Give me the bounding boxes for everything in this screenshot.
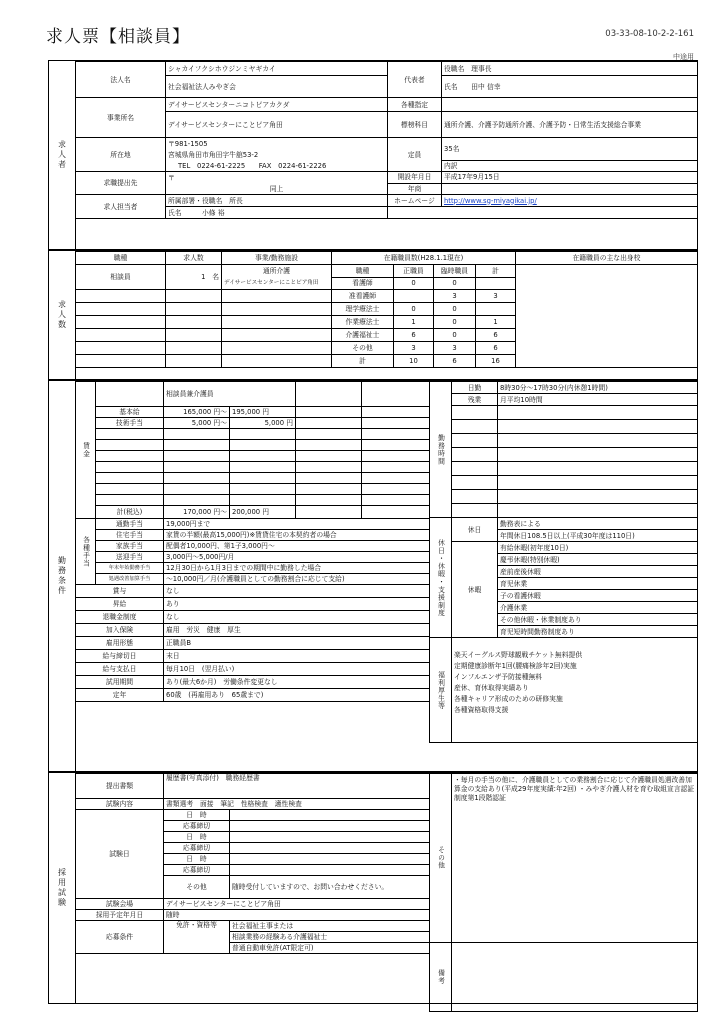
welfare-item: インフルエンザ予防接種無料	[454, 673, 543, 681]
welfare-side-label: 福利厚生等	[430, 638, 452, 743]
submit-label: 求職提出先	[76, 172, 166, 195]
misc-value: なし	[164, 585, 430, 598]
docs-value: 履歴書(写真添付) 職務経歴書	[164, 774, 430, 799]
blank-cell	[452, 504, 498, 518]
allowance-value: ～10,000円／月(介護職員としての勤務割合に応じて支給)	[164, 574, 430, 585]
blank-cell	[362, 473, 430, 484]
blank-cell	[498, 434, 698, 448]
blank-cell	[498, 420, 698, 434]
allowance-value: 19,000円まで	[164, 519, 430, 530]
other-side-label: その他	[430, 774, 452, 943]
misc-label: 試用期間	[76, 676, 164, 689]
blank-cell	[362, 506, 430, 519]
h-staff: 在籍職員数(H28.1.1現在)	[332, 252, 516, 265]
staff-total: 3	[476, 290, 516, 303]
blank-cell	[166, 329, 222, 342]
employer-table	[75, 61, 698, 219]
remarks-side-label: 備考	[430, 943, 452, 1012]
notes-table	[429, 773, 698, 1012]
blank-cell	[296, 407, 362, 418]
staff-reg	[394, 290, 434, 303]
blank-cell	[362, 484, 430, 495]
other-value: 随時受付していますので、お問い合わせください。	[230, 876, 430, 899]
misc-value: 毎月10日 (翌月払い)	[164, 663, 430, 676]
exam-label: 試験内容	[76, 799, 164, 810]
blank-cell	[230, 810, 430, 821]
blank-cell	[498, 448, 698, 462]
blank-cell	[296, 462, 362, 473]
blank-cell	[222, 355, 332, 368]
staff-reg: 0	[394, 303, 434, 316]
blank-cell	[452, 448, 498, 462]
office-name: デイサービスセンターにことピア角田	[166, 112, 388, 138]
blank-cell	[230, 462, 296, 473]
openings-section	[48, 250, 698, 380]
allowance-label: 各種手当	[76, 519, 96, 585]
leave-item: 介護休業	[498, 602, 698, 614]
blank-cell	[498, 490, 698, 504]
blank-cell	[230, 484, 296, 495]
leave-item: 育児休業	[498, 578, 698, 590]
allowance-label: 通勤手当	[96, 519, 164, 530]
leave-item: 有給休暇(初年度10日)	[498, 542, 698, 554]
base-to: 195,000 円	[230, 407, 296, 418]
blank-cell	[230, 429, 296, 440]
recruitment-side-label: 採用試験	[49, 773, 76, 1003]
misc-value: 正職員B	[164, 637, 430, 650]
designation-value	[442, 98, 698, 112]
staff-row: 理学療法士	[332, 303, 394, 316]
cond-sub: 免許・資格等	[164, 921, 230, 954]
hours-side-label: 勤務時間	[430, 382, 452, 518]
staff-part: 3	[434, 342, 476, 355]
founded-label: 開設年月日	[388, 172, 442, 184]
blank-cell	[222, 303, 332, 316]
total-label: 計(税込)	[96, 506, 164, 519]
staff-row: 准看護師	[332, 290, 394, 303]
blank-cell	[362, 418, 430, 429]
services-value: 通所介護、介護予防通所介護、介護予防・日常生活支援総合事業	[442, 112, 698, 138]
blank-cell	[362, 462, 430, 473]
blank-cell	[296, 495, 362, 506]
blank-cell	[296, 418, 362, 429]
misc-value: あり(最大6か月) 労働条件変更なし	[164, 676, 430, 689]
capacity-label: 定員	[388, 138, 442, 172]
h-count: 求人数	[166, 252, 222, 265]
openings-table	[75, 251, 698, 368]
misc-value: 60歳 (再雇用あり 65歳まで)	[164, 689, 430, 702]
commerce-value	[442, 183, 698, 195]
rep-title: 役職名 理事長	[442, 62, 698, 76]
blank-cell	[452, 476, 498, 490]
corp-name: 社会福祉法人みやぎ会	[166, 76, 388, 98]
job-offer-sheet	[48, 60, 698, 1004]
school-list	[516, 265, 698, 368]
rep-name: 氏名 田中 信幸	[442, 76, 698, 98]
holiday-line1: 勤務表による	[498, 518, 698, 530]
postal-code: 〒981-1505	[166, 138, 388, 150]
capacity-note: 内訳	[442, 160, 698, 172]
remarks-value	[452, 943, 698, 1012]
blank-cell	[166, 342, 222, 355]
staff-part: 6	[434, 355, 476, 368]
blank-cell	[76, 329, 166, 342]
capacity-value: 35名	[442, 138, 698, 161]
staff-part: 3	[434, 290, 476, 303]
blank-cell	[230, 832, 430, 843]
sh-total: 計	[476, 265, 516, 278]
submit-postal: 〒	[166, 172, 388, 184]
place-sub: デイサービスセンターにことピア角田	[222, 277, 332, 290]
submit-same: 同上	[166, 183, 388, 195]
holiday-side-label: 休日・休暇・支援制度	[430, 518, 452, 638]
leave-item: 慶弔休暇(特別休暇)	[498, 554, 698, 566]
staff-row: 看護師	[332, 277, 394, 290]
blank-cell	[230, 843, 430, 854]
blank-cell	[166, 303, 222, 316]
deadline-word: 応募締切	[164, 843, 230, 854]
staff-total	[476, 303, 516, 316]
founded-value: 平成17年9月15日	[442, 172, 698, 184]
blank-cell	[76, 316, 166, 329]
document-number: 03-33-08-10-2-2-161	[605, 29, 694, 39]
staff-row: 作業療法士	[332, 316, 394, 329]
staff-total-row: 計	[332, 355, 394, 368]
page-title: 求人票【相談員】	[46, 27, 190, 47]
leave-label: 休暇	[452, 542, 498, 638]
welfare-list	[452, 638, 698, 743]
date-word: 日 時	[164, 854, 230, 865]
blank-cell	[362, 451, 430, 462]
blank-cell	[96, 429, 164, 440]
staff-reg: 3	[394, 342, 434, 355]
dayshift-hours: 8時30分～17時30分(内休憩1時間)	[498, 382, 698, 394]
blank-cell	[230, 451, 296, 462]
blank-cell	[96, 382, 164, 407]
h-from: 在籍職員の主な出身校	[516, 252, 698, 265]
staff-total	[476, 277, 516, 290]
sh-part: 臨時職員	[434, 265, 476, 278]
dayshift-label: 日勤	[452, 382, 498, 394]
allowance-label: 年末年始勤務手当	[96, 563, 164, 574]
allowance-value: 3,000円～5,000円/月	[164, 552, 430, 563]
welfare-item: 楽天イーグルス野球観戦チケット無料提供	[454, 651, 583, 659]
allowance-value: 12月30日から1月3日までの期間中に勤務した場合	[164, 563, 430, 574]
misc-label: 定年	[76, 689, 164, 702]
contact-label: 求人担当者	[76, 195, 166, 219]
staff-reg: 10	[394, 355, 434, 368]
employer-section	[48, 60, 698, 250]
blank-cell	[452, 434, 498, 448]
allowance-value: 配偶者10,000円、第1子3,000円～	[164, 541, 430, 552]
leave-item: その他休暇・休業制度あり	[498, 614, 698, 626]
blank-cell	[164, 451, 230, 462]
base-label: 基本給	[96, 407, 164, 418]
homepage-url[interactable]: http://www.sg-miyagikai.jp/	[444, 196, 537, 205]
cond-label: 応募条件	[76, 921, 164, 954]
misc-label: 昇給	[76, 598, 164, 611]
blank-cell	[222, 290, 332, 303]
misc-label: 雇用形態	[76, 637, 164, 650]
blank-cell	[296, 429, 362, 440]
blank-cell	[498, 476, 698, 490]
conditions-side-label: 勤務条件	[49, 381, 76, 771]
place-main: 通所介護	[222, 265, 332, 278]
cond-line2: 相談業務の経験ある介護福祉士	[230, 932, 430, 943]
blank-cell	[164, 484, 230, 495]
skill-from: 5,000 円～	[164, 418, 230, 429]
total-from: 170,000 円～	[164, 506, 230, 519]
blank-cell	[230, 473, 296, 484]
cond-line1: 社会福祉主事または	[230, 921, 430, 932]
phone-fax: TEL 0224-61-2225 FAX 0224-61-2226	[166, 160, 388, 172]
blank-cell	[230, 495, 296, 506]
hours-table	[429, 381, 698, 743]
misc-label: 給与締切日	[76, 650, 164, 663]
allowance-label: 家族手当	[96, 541, 164, 552]
blank-cell	[166, 316, 222, 329]
recruitment-section	[48, 772, 698, 1004]
area-label: 中途用	[673, 53, 694, 61]
blank-cell	[296, 440, 362, 451]
blank-cell	[76, 342, 166, 355]
corp-label: 法人名	[76, 62, 166, 98]
staff-reg: 6	[394, 329, 434, 342]
rep-label: 代表者	[388, 62, 442, 98]
designation-label: 各種指定	[388, 98, 442, 112]
blank-cell	[164, 429, 230, 440]
other-notes: ・毎月の手当の他に、介護職員としての業務割合に応じて介護職員処遇改善加算金の支給あり(平成29年度実績:年2回) ・みやぎ介護人材を育む取組宣言認証制度第1段階認証	[452, 774, 698, 943]
blank-cell	[362, 407, 430, 418]
wage-table	[75, 381, 430, 702]
blank-cell	[296, 506, 362, 519]
openings-side-label: 求人数	[49, 251, 76, 379]
blank-cell	[96, 451, 164, 462]
blank-cell	[362, 429, 430, 440]
blank-cell	[164, 440, 230, 451]
staff-total: 6	[476, 329, 516, 342]
welfare-item: 各種資格取得支援	[454, 706, 509, 714]
staff-total: 1	[476, 316, 516, 329]
staff-row: 介護福祉士	[332, 329, 394, 342]
blank-cell	[76, 355, 166, 368]
blank-cell	[230, 854, 430, 865]
blank-cell	[222, 316, 332, 329]
misc-label: 給与支払日	[76, 663, 164, 676]
blank-cell	[452, 420, 498, 434]
overtime-label: 残業	[452, 394, 498, 406]
wage-name: 相談員兼介護員	[164, 382, 296, 407]
office-kana: デイサービスセンターニコトピアカクダ	[166, 98, 388, 112]
staff-part: 0	[434, 303, 476, 316]
exam-value: 書類選考 面接 筆記 性格検査 適性検査	[164, 799, 430, 810]
homepage-label: ホームページ	[388, 195, 442, 207]
blank-cell	[498, 504, 698, 518]
blank-cell	[222, 329, 332, 342]
blank-cell	[452, 490, 498, 504]
blank-cell	[296, 473, 362, 484]
venue-label: 試験会場	[76, 899, 164, 910]
blank-cell	[452, 462, 498, 476]
misc-value: 雇用 労災 健康 厚生	[164, 624, 430, 637]
h-place: 事業/勤務施設	[222, 252, 332, 265]
venue-value: デイサービスセンターにことピア角田	[164, 899, 430, 910]
misc-value: あり	[164, 598, 430, 611]
holiday-label: 休日	[452, 518, 498, 542]
sh-job: 職種	[332, 265, 394, 278]
leave-item: 子の看護休暇	[498, 590, 698, 602]
blank-cell	[296, 484, 362, 495]
staff-total: 6	[476, 342, 516, 355]
total-to: 200,000 円	[230, 506, 296, 519]
blank-cell	[230, 440, 296, 451]
blank-cell	[164, 495, 230, 506]
blank-cell	[96, 462, 164, 473]
blank-cell	[96, 440, 164, 451]
subjects-label: 標榜科目	[388, 112, 442, 138]
misc-value: 末日	[164, 650, 430, 663]
date-word: 日 時	[164, 832, 230, 843]
blank-cell	[222, 342, 332, 355]
blank-cell	[498, 406, 698, 420]
blank-cell	[296, 451, 362, 462]
blank-cell	[362, 440, 430, 451]
conditions-section	[48, 380, 698, 772]
welfare-item: 産休、育休取得実績あり	[454, 684, 529, 692]
base-from: 165,000 円～	[164, 407, 230, 418]
employer-side-label: 求人者	[49, 61, 76, 249]
misc-label: 加入保険	[76, 624, 164, 637]
contact-name: 氏名 小條 裕	[166, 207, 388, 219]
allowance-label: 送迎手当	[96, 552, 164, 563]
allowance-label: 処遇改善加算手当	[96, 574, 164, 585]
welfare-item: 定期健康診断年1回(腰痛検診年2回)実施	[454, 662, 577, 670]
staff-reg: 0	[394, 277, 434, 290]
blank-cell	[166, 290, 222, 303]
holiday-line2: 年間休日108.5日以上(平成30年度は110日)	[498, 530, 698, 542]
job-name: 相談員	[76, 265, 166, 290]
address-value: 宮城県角田市角田字牛舘53-2	[166, 149, 388, 160]
homepage-link[interactable]	[442, 195, 698, 207]
start-label: 採用予定年月日	[76, 910, 164, 921]
cond-line3: 普通自動車免許(AT限定可)	[230, 943, 430, 954]
blank-cell	[230, 821, 430, 832]
commerce-label: 年商	[388, 183, 442, 195]
leave-item: 育児短時間勤務制度あり	[498, 626, 698, 638]
staff-part: 0	[434, 277, 476, 290]
start-value: 随時	[164, 910, 430, 921]
blank-cell	[362, 382, 430, 407]
exam-table	[75, 773, 430, 954]
wage-label: 賃金	[76, 382, 96, 519]
blank-cell	[498, 462, 698, 476]
misc-label: 賞与	[76, 585, 164, 598]
blank-cell	[296, 382, 362, 407]
allowance-value: 家賃の半額(最高15,000円)※賃貸住宅の本契約者の場合	[164, 530, 430, 541]
misc-value: なし	[164, 611, 430, 624]
blank-cell	[76, 290, 166, 303]
leave-item: 産前産後休暇	[498, 566, 698, 578]
blank-cell	[230, 865, 430, 876]
blank-cell	[96, 473, 164, 484]
staff-part: 0	[434, 329, 476, 342]
skill-to: 5,000 円	[230, 418, 296, 429]
blank-cell	[96, 484, 164, 495]
corp-kana: シャカイフクシホウジンミヤギカイ	[166, 62, 388, 76]
sh-reg: 正職員	[394, 265, 434, 278]
blank-cell	[452, 406, 498, 420]
deadline-word: 応募締切	[164, 821, 230, 832]
h-job: 職種	[76, 252, 166, 265]
exam-date-label: 試験日	[76, 810, 164, 899]
date-word: 日 時	[164, 810, 230, 821]
blank-cell	[164, 473, 230, 484]
staff-reg: 1	[394, 316, 434, 329]
office-label: 事業所名	[76, 98, 166, 138]
blank-cell	[164, 462, 230, 473]
address-label: 所在地	[76, 138, 166, 172]
skill-label: 技術手当	[96, 418, 164, 429]
staff-row: その他	[332, 342, 394, 355]
job-count: 1 名	[166, 265, 222, 290]
overtime-value: 月平均10時間	[498, 394, 698, 406]
docs-label: 提出書類	[76, 774, 164, 799]
other-word: その他	[164, 876, 230, 899]
blank-cell	[76, 303, 166, 316]
staff-part: 0	[434, 316, 476, 329]
deadline-word: 応募締切	[164, 865, 230, 876]
blank-cell	[362, 495, 430, 506]
staff-total: 16	[476, 355, 516, 368]
blank-cell	[388, 207, 698, 219]
misc-label: 退職金制度	[76, 611, 164, 624]
blank-cell	[166, 355, 222, 368]
allowance-label: 住宅手当	[96, 530, 164, 541]
blank-cell	[96, 495, 164, 506]
contact-dept: 所属部署・役職名 所長	[166, 195, 388, 207]
welfare-item: 各種キャリア形成のための研修実施	[454, 695, 563, 703]
